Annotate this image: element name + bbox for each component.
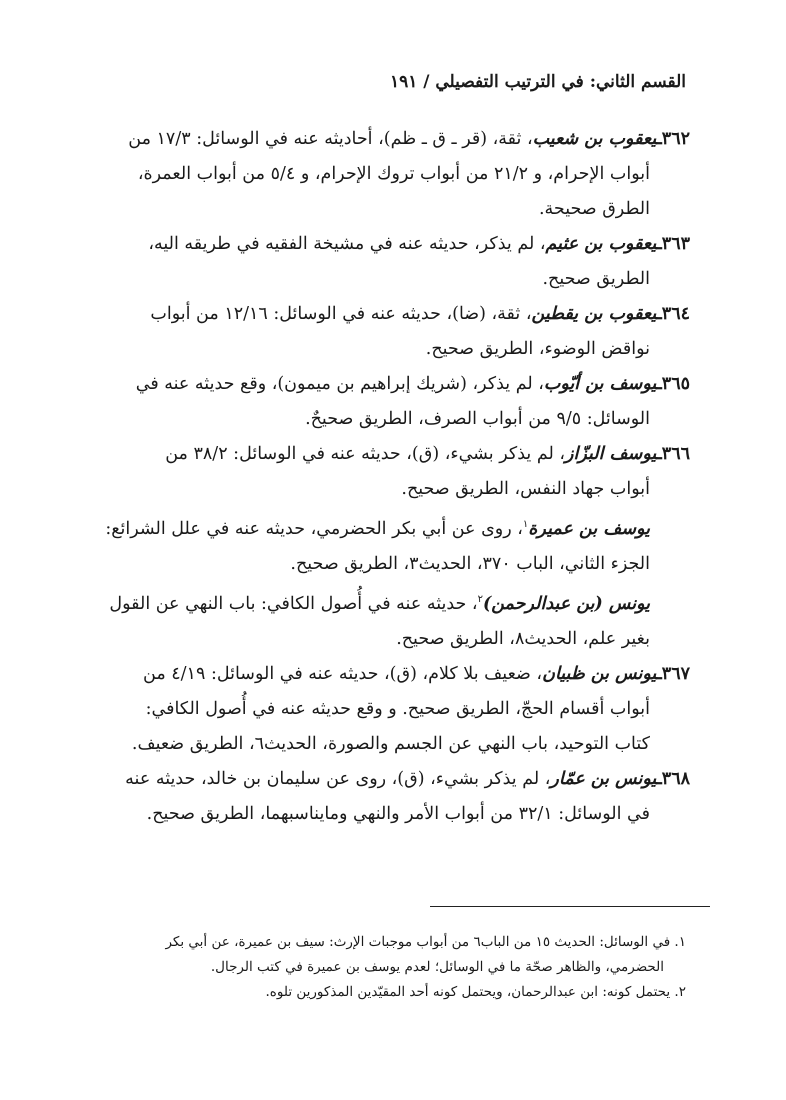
entry-number: ٣٦٣ـ <box>656 234 690 254</box>
narrator-name: يعقوب بن عثيم <box>545 234 657 254</box>
footnote-text: ١. في الوسائل: الحديث ١٥ من الباب٦ من أبواب موجبات الإرث: سيف بن عميرة، عن أبي بكر <box>165 934 686 950</box>
narrator-name: يونس بن ظبيان <box>542 663 657 684</box>
narrator-name: يوسف بن أيّوب <box>543 374 657 394</box>
entry-text: الجزء الثاني، الباب ٣٧٠، الحديث٣، الطريق صحيح. <box>290 553 650 574</box>
entry-number: ٣٦٦ـ <box>656 444 690 464</box>
entry-text: نواقض الوضوء، الطريق صحيح. <box>425 339 650 359</box>
entry-text: أبواب أقسام الحجّ، الطريق صحيح. و وقع حديثه عنه في أُصول الكافي: <box>145 698 650 719</box>
entry-text: بغير علم، الحديث٨، الطريق صحيح. <box>396 628 650 649</box>
footnote-text: الحضرمي، والظاهر صحّة ما في الوسائل؛ لعدم يوسف بن عميرة في كتب الرجال. <box>210 959 664 975</box>
footnote-2 <box>80 980 686 1005</box>
entry-text: ، لم يذكر بشيء، (ق)، حديثه عنه في الوسائل: ٣٨/٢ من <box>165 444 566 464</box>
entry-text: الوسائل: ٩/٥ من أبواب الصرف، الطريق صحيحٌ. <box>305 409 650 429</box>
entry-number: ٣٦٥ـ <box>656 374 690 394</box>
entry-text: أبواب الإحرام، و ٢١/٢ من أبواب تروك الإحرام، و ٥/٤ من أبواب العمرة، <box>137 164 650 184</box>
entry-364 <box>88 297 690 367</box>
entry-366 <box>88 437 690 507</box>
narrator-name: يعقوب بن شعيب <box>532 129 657 149</box>
narrator-name: يونس (بن عبدالرحمن) <box>482 593 650 614</box>
entry-text: ، لم يذكر بشيء، (ق)، روى عن سليمان بن خالد، حديثه عنه <box>125 768 551 789</box>
entry-number: ٣٦٧ـ <box>656 663 690 684</box>
entry-text: ، ضعيف بلا كلام، (ق)، حديثه عنه في الوسائل: ٤/١٩ من <box>143 663 543 684</box>
footnotes <box>80 930 686 1005</box>
entry-number: ٣٦٢ـ <box>656 129 690 149</box>
entry-367 <box>88 657 690 762</box>
entry-text: كتاب التوحيد، باب النهي عن الجسم والصورة، الحديث٦، الطريق ضعيف. <box>131 733 650 754</box>
note-yusuf-ibn-umayra <box>88 507 690 582</box>
footnote-divider <box>430 906 710 907</box>
entry-number: ٣٦٨ـ <box>656 768 690 789</box>
entry-text: في الوسائل: ٣٢/١ من أبواب الأمر والنهي ومايناسبهما، الطريق صحيح. <box>146 803 650 824</box>
entry-368 <box>88 762 690 832</box>
entry-text: ، لم يذكر، حديثه عنه في مشيخة الفقيه في طريقه اليه، <box>148 234 546 254</box>
footnote-ref: ١ <box>522 519 529 530</box>
entry-362 <box>88 122 690 227</box>
narrator-name: يونس بن عمّار <box>550 768 657 789</box>
entry-text: ، ثقة، (ضا)، حديثه عنه في الوسائل: ١٢/١٦ من أبواب <box>150 304 532 324</box>
entry-363 <box>88 227 690 297</box>
footnote-1 <box>80 930 686 980</box>
entry-text: ، لم يذكر، (شريك إبراهيم بن ميمون)، وقع حديثه عنه في <box>135 374 544 394</box>
footnote-text: ٢. يحتمل كونه: ابن عبدالرحمان، ويحتمل كونه أحد المقيّدين المذكورين تلوه. <box>265 984 686 1000</box>
entry-text: الطرق صحيحة. <box>538 199 650 219</box>
narrator-name: يوسف البزّاز <box>565 444 657 464</box>
narrator-name: يعقوب بن يقطين <box>531 304 657 324</box>
note-yunus <box>88 582 690 657</box>
entry-text: الطريق صحيح. <box>542 269 650 289</box>
running-header: القسم الثاني: في الترتيب التفصيلي / ١٩١ <box>389 72 686 92</box>
entry-text: ، روى عن أبي بكر الحضرمي، حديثه عنه في علل الشرائع: <box>105 518 523 539</box>
footnote-ref: ٢ <box>477 593 483 605</box>
entry-text: ، ثقة، (قر ـ ق ـ ظم)، أحاديثه عنه في الوسائل: ١٧/٣ من <box>128 129 533 149</box>
entry-number: ٣٦٤ـ <box>656 304 690 324</box>
narrator-name: يوسف بن عميرة <box>528 518 650 539</box>
entry-text: أبواب جهاد النفس، الطريق صحيح. <box>401 479 650 499</box>
entry-text: ، حديثه عنه في أُصول الكافي: باب النهي عن القول <box>109 593 478 614</box>
entry-365 <box>88 367 690 437</box>
main-text <box>88 122 690 832</box>
